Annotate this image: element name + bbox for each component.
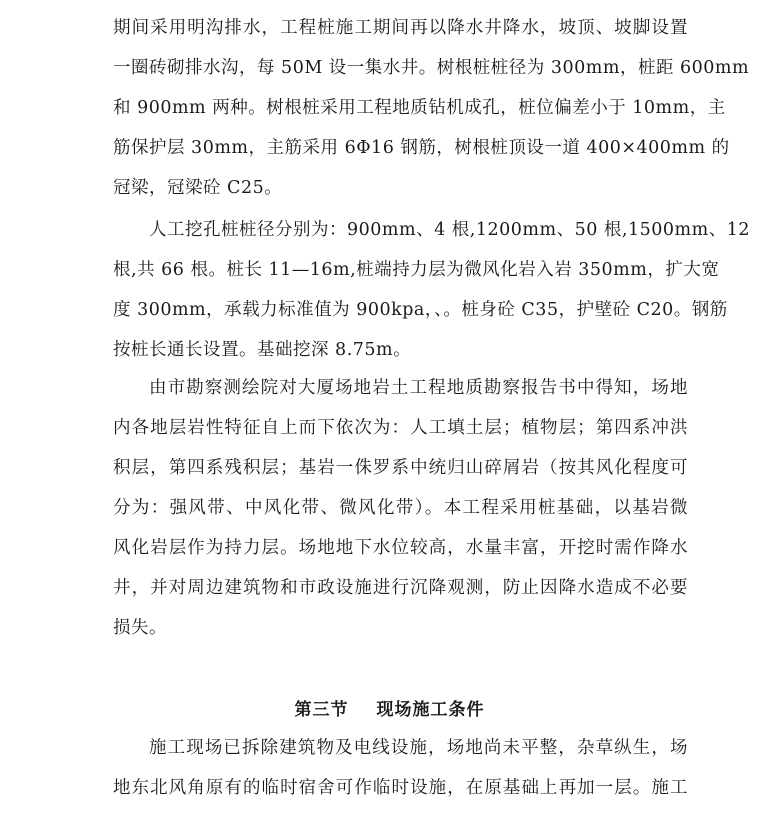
paragraph-geology: [113, 368, 688, 648]
text-line: 冠梁，冠梁砼 C25。: [113, 178, 283, 198]
text-line: 期间采用明沟排水，工程桩施工期间再以降水井降水，坡顶、坡脚设置: [113, 18, 688, 38]
section-number: 第三节: [294, 700, 349, 720]
text-line: 由市勘察测绘院对大厦场地岩土工程地质勘察报告书中得知，场地: [149, 378, 688, 398]
section-title: 现场施工条件: [376, 700, 485, 720]
text-line: 一圈砖砌排水沟，每 50M 设一集水井。树根桩桩径为 300mm，桩距 600mm: [113, 58, 750, 78]
text-line: 损失。: [113, 618, 167, 638]
paragraph-site-conditions: [113, 728, 688, 808]
text-line: 内各地层岩性特征自上而下依次为：人工填土层；植物层；第四系冲洪: [113, 418, 688, 438]
text-line: 积层，第四系残积层；基岩一侏罗系中统归山碎屑岩（按其风化程度可: [113, 458, 688, 478]
text-line: 按桩长通长设置。基础挖深 8.75m。: [113, 340, 412, 360]
paragraph-drainage-and-root-piles: [113, 8, 750, 208]
text-line: 人工挖孔桩桩径分别为：900mm、4 根,1200mm、50 根,1500mm、12: [149, 220, 750, 240]
text-line: 地东北风角原有的临时宿舍可作临时设施，在原基础上再加一层。施工: [113, 778, 688, 798]
text-line: 筋保护层 30mm，主筋采用 6Φ16 钢筋，树根桩顶设一道 400×400mm 的: [113, 138, 730, 158]
text-line: 井，并对周边建筑物和市政设施进行沉降观测，防止因降水造成不必要: [113, 578, 688, 598]
text-line: 和 900mm 两种。树根桩采用工程地质钻机成孔，桩位偏差小于 10mm，主: [113, 98, 726, 118]
text-line: 施工现场已拆除建筑物及电线设施，场地尚未平整，杂草纵生，场: [149, 738, 688, 758]
paragraph-dug-piles: [113, 210, 750, 370]
text-line: 根,共 66 根。桩长 11—16m,桩端持力层为微风化岩入岩 350mm，扩大宽: [113, 260, 720, 280]
section-heading: [0, 690, 779, 730]
text-line: 风化岩层作为持力层。场地地下水位较高，水量丰富，开挖时需作降水: [113, 538, 688, 558]
text-line: 度 300mm，承载力标准值为 900kpa，、。桩身砼 C35，护壁砼 C20。钢筋: [113, 300, 728, 320]
text-line: 分为：强风带、中风化带、微风化带）。本工程采用桩基础，以基岩微: [113, 498, 688, 518]
